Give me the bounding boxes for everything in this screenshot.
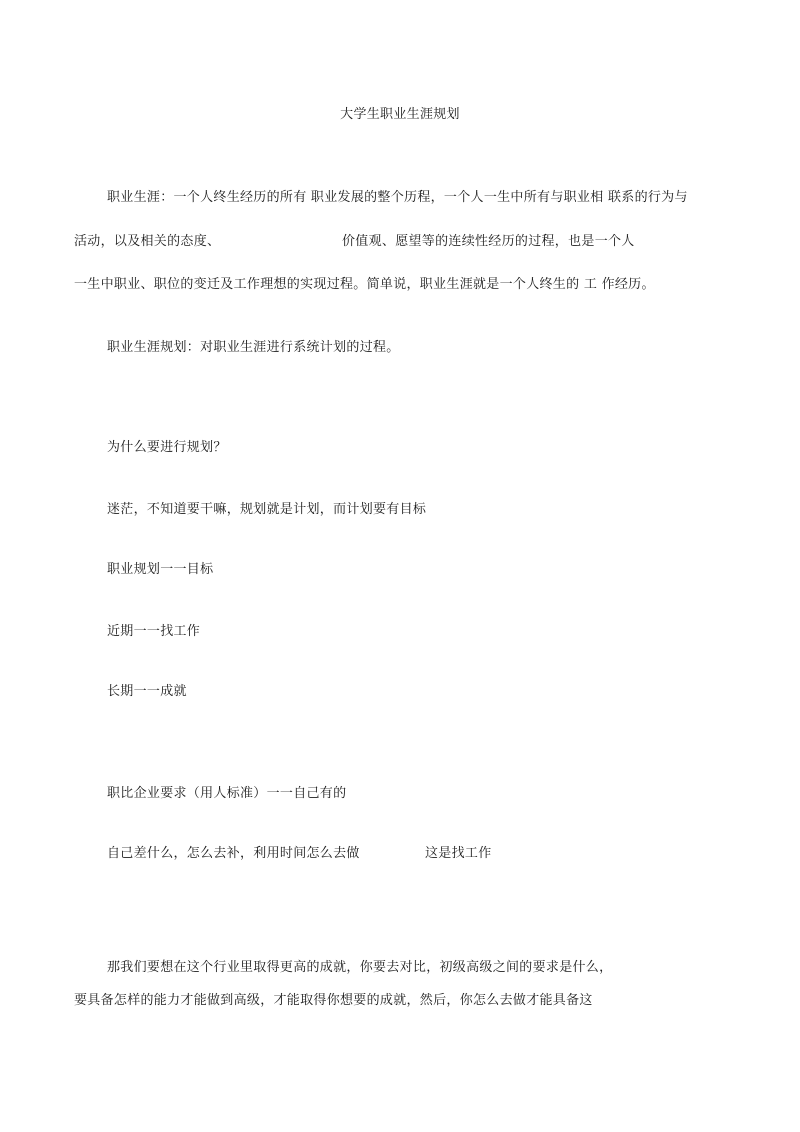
paragraph-1-line-2-part-b: 价值观、愿望等的连续性经历的过程，也是一个人 (342, 234, 635, 249)
question-line: 为什么要进行规划？ (107, 440, 227, 455)
paragraph-1-line-1: 职业生涯：一个人终生经历的所有 职业发展的整个历程，一个人一生中所有与职业相 联系的行为与 (107, 190, 688, 205)
gap-line-part-b: 这是找工作 (425, 846, 492, 861)
page-title: 大学生职业生涯规划 (340, 107, 460, 122)
gap-line (107, 846, 527, 862)
near-term-line: 近期一一找工作 (107, 624, 201, 639)
paragraph-3-line-2: 要具备怎样的能力才能做到高级，才能取得你想要的成就，然后，你怎么去做才能具备这 (74, 993, 593, 1008)
compare-line: 职比企业要求（用人标准）一一自己有的 (107, 786, 347, 801)
paragraph-2: 职业生涯规划：对职业生涯进行系统计划的过程。 (107, 340, 400, 355)
paragraph-1-line-2-part-a: 活动，以及相关的态度、 (74, 234, 221, 249)
goal-line: 职业规划一一目标 (107, 562, 214, 577)
paragraph-1-line-3: 一生中职业、职位的变迁及工作理想的实现过程。简单说，职业生涯就是一个人终生的 工 作经历。 (74, 277, 655, 292)
gap-line-part-a: 自己差什么，怎么去补，利用时间怎么去做 (107, 846, 360, 861)
paragraph-1-line-2 (74, 234, 714, 250)
answer-line: 迷茫，不知道要干嘛，规划就是计划，而计划要有目标 (107, 502, 427, 517)
paragraph-3-line-1: 那我们要想在这个行业里取得更高的成就，你要去对比，初级高级之间的要求是什么， (107, 960, 613, 975)
long-term-line: 长期一一成就 (107, 684, 187, 699)
